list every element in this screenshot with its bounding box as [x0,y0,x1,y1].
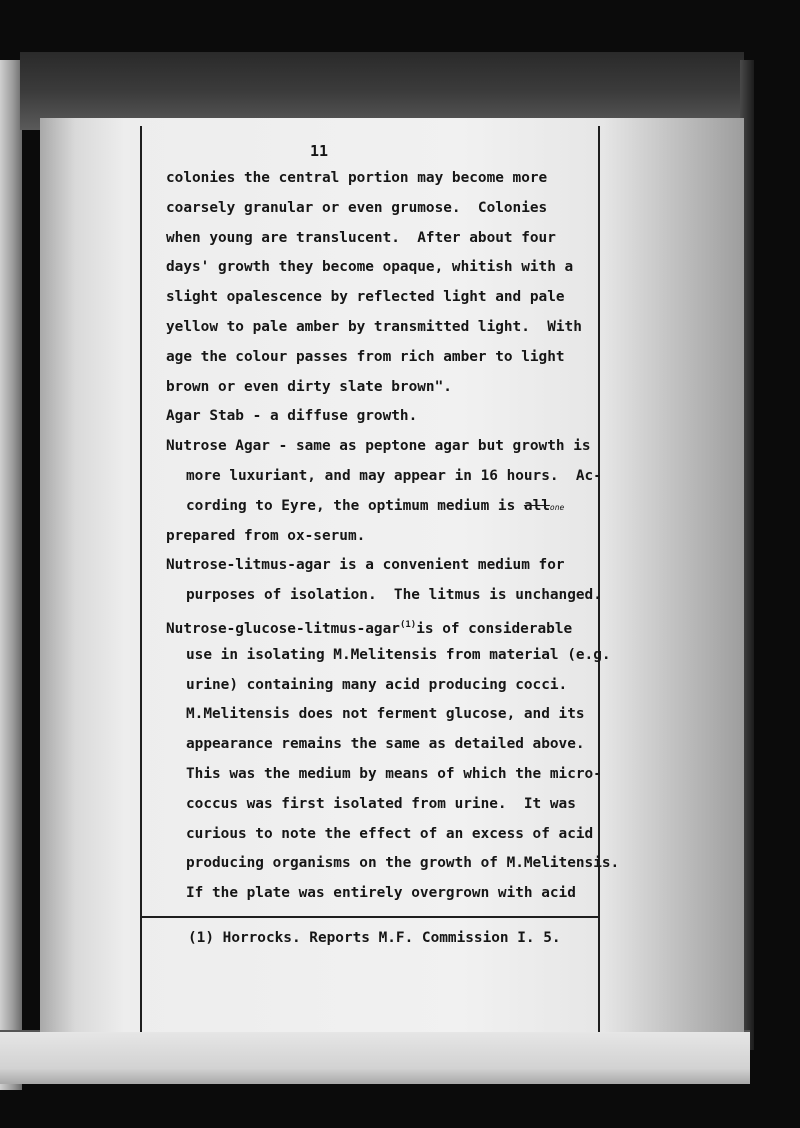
line-text: more luxuriant, and may appear in 16 hours. Ac- [186,467,602,484]
line-text: purposes of isolation. The litmus is unchanged. [186,587,602,604]
line-text: yellow to pale amber by transmitted light. With [166,318,582,335]
text-line [166,820,606,850]
text-line [166,194,606,224]
text-line [166,224,606,254]
text-line [166,164,606,194]
text-line [166,402,606,432]
line-text: This was the medium by means of which the micro- [186,765,602,782]
line-text-continued: is of considerable [416,620,573,637]
text-line [166,492,606,522]
text-line [166,522,606,552]
struck-word: all [523,497,550,514]
handwritten-insertion: one [549,502,565,512]
line-text: curious to note the effect of an excess of acid [186,825,594,842]
line-text: coccus was first isolated from urine. It was [186,795,576,812]
text-line [166,313,606,343]
footnote: (1) Horrocks. Reports M.F. Commission I. 5. [188,930,561,946]
line-text: coarsely granular or even grumose. Colonies [166,199,548,216]
line-text: when young are translucent. After about four [166,229,556,246]
text-line [166,760,606,790]
text-line [166,253,606,283]
text-line [166,611,606,641]
line-text: If the plate was entirely overgrown with acid [186,885,576,902]
text-line [166,879,606,909]
line-text: prepared from ox-serum. [166,527,366,544]
text-line [166,283,606,313]
line-text: Agar Stab - a diffuse growth. [166,408,418,425]
text-line [166,849,620,879]
text-line [166,641,611,671]
line-text: producing organisms on the growth of M.Melitensis. [186,855,620,872]
text-line [166,373,606,403]
body-text [166,164,620,909]
line-text: colonies the central portion may become more [166,170,548,186]
line-text: Nutrose Agar - same as peptone agar but growth is [166,438,591,455]
text-line [166,730,606,760]
page-number: 11 [310,142,329,160]
text-line [166,581,606,611]
line-text: days' growth they become opaque, whitish with a [166,259,574,276]
line-text: age the colour passes from rich amber to light [166,348,565,365]
line-text: M.Melitensis does not ferment glucose, and its [186,706,585,723]
line-text: urine) containing many acid producing cocci. [186,676,568,693]
text-line [166,700,606,730]
line-text: cording to Eyre, the optimum medium is [186,497,524,514]
line-text: use in isolating M.Melitensis from material (e.g. [186,646,611,663]
footnote-rule [140,916,598,918]
text-line [166,343,606,373]
text-line [166,790,606,820]
book-bottom-edge [0,1030,750,1084]
line-text: brown or even dirty slate brown". [166,378,452,395]
footnote-reference: (1) [399,619,417,630]
text-line [166,551,606,581]
line-text: slight opalescence by reflected light and pale [166,289,565,306]
line-text: Nutrose-glucose-litmus-agar [166,620,400,637]
text-line [166,432,606,462]
line-text: Nutrose-litmus-agar is a convenient medium for [166,557,565,574]
line-text: appearance remains the same as detailed above. [186,736,585,753]
text-line [166,671,606,701]
text-line [166,462,606,492]
book-left-edge [0,60,22,1090]
